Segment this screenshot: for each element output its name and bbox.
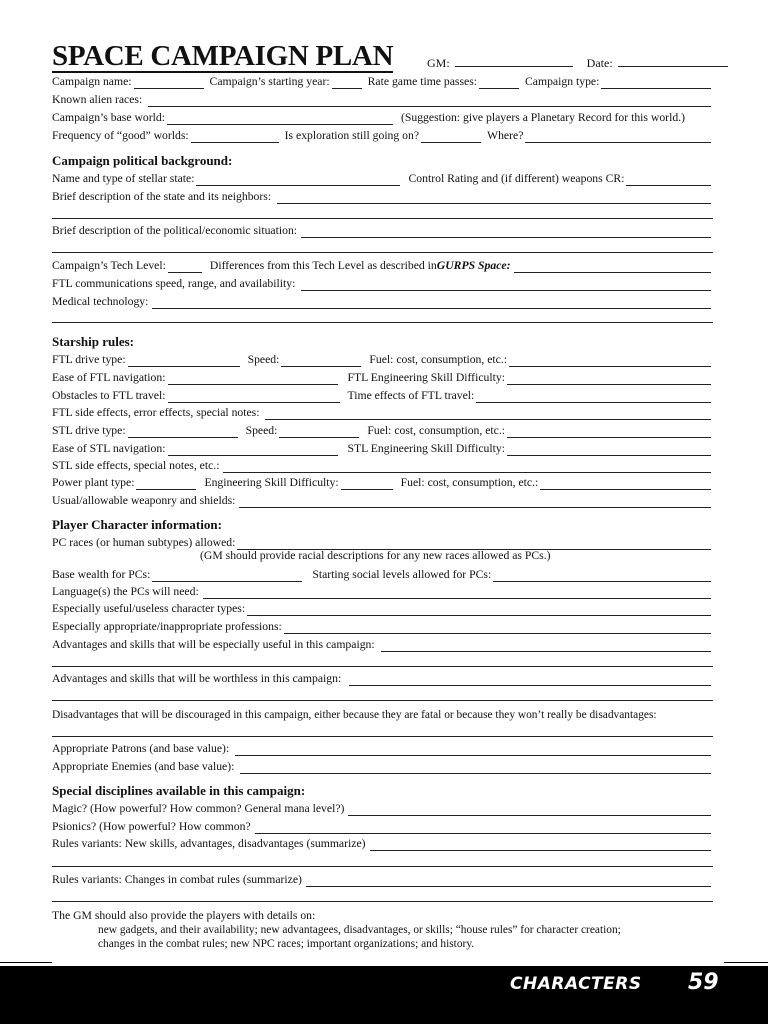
rules-skills-label: Rules variants: New skills, advantages, disadvantages (summarize) xyxy=(52,837,366,850)
good-worlds-field[interactable] xyxy=(191,131,279,143)
ftl-speed-label: Speed: xyxy=(247,353,280,366)
econ-desc-field[interactable] xyxy=(301,226,711,238)
magic-label: Magic? (How powerful? How common? General mana level?) xyxy=(52,802,345,815)
adv-worthless-field[interactable] xyxy=(349,674,711,686)
stl-speed-field[interactable] xyxy=(279,426,359,438)
medical-line xyxy=(52,295,713,309)
title-row xyxy=(52,42,712,72)
stl-drive-line xyxy=(52,424,713,438)
footer-rule-right xyxy=(724,962,768,963)
pc-races-label: PC races (or human subtypes) allowed: xyxy=(52,536,236,549)
adv-useful-label: Advantages and skills that will be especially useful in this campaign: xyxy=(52,638,375,651)
tech-level-field[interactable] xyxy=(168,261,202,273)
stl-eng-label: STL Engineering Skill Difficulty: xyxy=(347,442,505,455)
campaign-type-label: Campaign type: xyxy=(525,75,600,88)
patrons-label: Appropriate Patrons (and base value): xyxy=(52,742,230,755)
social-label: Starting social levels allowed for PCs: xyxy=(312,568,492,581)
page-title: SPACE CAMPAIGN PLAN xyxy=(52,40,394,72)
professions-field[interactable] xyxy=(284,622,711,634)
weaponry-field[interactable] xyxy=(239,496,711,508)
campaign-type-field[interactable] xyxy=(601,77,711,89)
starting-year-field[interactable] xyxy=(332,77,362,89)
rules-skills-line xyxy=(52,837,713,851)
professions-line xyxy=(52,620,713,634)
closing-note-line-1: The GM should also provide the players with details on: xyxy=(52,909,316,922)
adv-worthless-line xyxy=(52,672,713,686)
pc-races-line xyxy=(52,536,713,550)
ftl-nav-field[interactable] xyxy=(168,373,338,385)
campaign-name-label: Campaign name: xyxy=(52,75,132,88)
campaign-basics-line xyxy=(52,75,713,89)
econ-desc-label: Brief description of the political/economic situation: xyxy=(52,224,298,237)
alien-races-label: Known alien races: xyxy=(52,93,143,106)
state-desc-field[interactable] xyxy=(277,192,711,204)
stellar-state-line xyxy=(52,172,713,186)
power-fuel-label: Fuel: cost, consumption, etc.: xyxy=(400,476,539,489)
date-field[interactable] xyxy=(618,55,728,67)
control-rating-label: Control Rating and (if different) weapons CR: xyxy=(408,172,625,185)
disciplines-heading: Special disciplines available in this campaign: xyxy=(52,783,306,798)
adv-worthless-label: Advantages and skills that will be worthless in this campaign: xyxy=(52,672,342,685)
char-types-field[interactable] xyxy=(247,604,711,616)
char-types-label: Especially useful/useless character types: xyxy=(52,602,246,615)
ftl-fuel-label: Fuel: cost, consumption, etc.: xyxy=(369,353,508,366)
ftl-drive-field[interactable] xyxy=(128,355,240,367)
stl-side-field[interactable] xyxy=(223,461,711,473)
closing-note-line-2: new gadgets, and their availability; new advantagees, disadvantages, or skills; “house rules” for character creation; xyxy=(98,924,621,936)
adv-useful-line xyxy=(52,638,713,652)
wealth-label: Base wealth for PCs: xyxy=(52,568,151,581)
ftl-obst-label: Obstacles to FTL travel: xyxy=(52,389,166,402)
stl-nav-line xyxy=(52,442,713,456)
enemies-line xyxy=(52,760,713,774)
econ-desc-extra-line[interactable] xyxy=(52,252,713,253)
stl-fuel-field[interactable] xyxy=(507,426,711,438)
exploration-field[interactable] xyxy=(421,131,481,143)
footer-rule-left xyxy=(0,962,52,963)
page-number: 59 xyxy=(688,970,719,995)
language-label: Language(s) the PCs will need: xyxy=(52,585,199,598)
stl-drive-field[interactable] xyxy=(128,426,238,438)
stl-drive-label: STL drive type: xyxy=(52,424,126,437)
professions-label: Especially appropriate/inappropriate professions: xyxy=(52,620,282,633)
social-field[interactable] xyxy=(493,570,711,582)
campaign-name-field[interactable] xyxy=(134,77,204,89)
where-label: Where? xyxy=(487,129,524,142)
power-fuel-field[interactable] xyxy=(540,478,711,490)
rate-time-label: Rate game time passes: xyxy=(367,75,478,88)
rules-combat-label: Rules variants: Changes in combat rules (summarize) xyxy=(52,873,302,886)
psionics-field[interactable] xyxy=(255,822,711,834)
footer-bar xyxy=(0,966,768,1024)
patrons-line xyxy=(52,742,713,756)
gm-field[interactable] xyxy=(455,55,573,67)
gm-label: GM: xyxy=(427,56,450,70)
disadvantages-line xyxy=(52,708,713,722)
disadvantages-field[interactable] xyxy=(52,736,713,737)
magic-field[interactable] xyxy=(348,804,711,816)
starting-year-label: Campaign’s starting year: xyxy=(209,75,330,88)
power-plant-line xyxy=(52,476,713,490)
enemies-label: Appropriate Enemies (and base value): xyxy=(52,760,235,773)
magic-line xyxy=(52,802,713,816)
political-heading: Campaign political background: xyxy=(52,153,233,168)
footer-section-title: CHARACTERS xyxy=(510,974,642,994)
closing-note-line-3: changes in the combat rules; new NPC races; important organizations; and history. xyxy=(98,938,475,950)
where-field[interactable] xyxy=(525,131,711,143)
medical-field[interactable] xyxy=(152,297,711,309)
rules-combat-line xyxy=(52,873,713,887)
psionics-label: Psionics? (How powerful? How common? xyxy=(52,820,251,833)
pc-races-note: (GM should provide racial descriptions for any new races allowed as PCs.) xyxy=(200,549,551,562)
stl-nav-label: Ease of STL navigation: xyxy=(52,442,166,455)
ftl-eng-field[interactable] xyxy=(507,373,711,385)
stl-nav-field[interactable] xyxy=(168,444,338,456)
ftl-eng-label: FTL Engineering Skill Difficulty: xyxy=(347,371,505,384)
tech-level-line xyxy=(52,259,713,273)
alien-races-field[interactable] xyxy=(148,95,711,107)
stl-speed-label: Speed: xyxy=(245,424,278,437)
adv-useful-extra-line[interactable] xyxy=(52,666,713,667)
ftl-comm-label: FTL communications speed, range, and availability: xyxy=(52,277,296,290)
enemies-field[interactable] xyxy=(240,762,711,774)
ftl-comm-line xyxy=(52,277,713,291)
stl-fuel-label: Fuel: cost, consumption, etc.: xyxy=(367,424,506,437)
ftl-obst-line xyxy=(52,389,713,403)
exploration-label: Is exploration still going on? xyxy=(284,129,420,142)
good-worlds-line xyxy=(52,129,713,143)
power-plant-field[interactable] xyxy=(136,478,196,490)
ftl-side-line xyxy=(52,406,713,420)
adv-useful-field[interactable] xyxy=(381,640,711,652)
alien-races-line xyxy=(52,93,713,107)
base-world-line xyxy=(52,111,713,125)
language-line xyxy=(52,585,713,599)
rules-skills-field[interactable] xyxy=(370,839,711,851)
ftl-obst-field[interactable] xyxy=(168,391,340,403)
starship-heading: Starship rules: xyxy=(52,334,134,349)
patrons-field[interactable] xyxy=(235,744,711,756)
ftl-speed-field[interactable] xyxy=(281,355,361,367)
ftl-drive-line xyxy=(52,353,713,367)
good-worlds-label: Frequency of “good” worlds: xyxy=(52,129,189,142)
base-world-note: (Suggestion: give players a Planetary Record for this world.) xyxy=(400,111,685,124)
wealth-line xyxy=(52,568,713,582)
stellar-state-field[interactable] xyxy=(196,174,400,186)
disadvantages-label: Disadvantages that will be discouraged in this campaign, either because they are fatal or because they won’t really be disadvantages: xyxy=(52,709,657,721)
rules-skills-extra-line[interactable] xyxy=(52,866,713,867)
ftl-side-field[interactable] xyxy=(265,408,711,420)
stl-side-label: STL side effects, special notes, etc.: xyxy=(52,459,220,472)
eng-skill-field[interactable] xyxy=(341,478,393,490)
stl-eng-field[interactable] xyxy=(507,444,711,456)
pc-heading: Player Character information: xyxy=(52,517,222,532)
rules-combat-field[interactable] xyxy=(306,875,711,887)
state-desc-extra-line[interactable] xyxy=(52,218,713,219)
base-world-field[interactable] xyxy=(167,113,393,125)
language-field[interactable] xyxy=(203,587,711,599)
ftl-side-label: FTL side effects, error effects, special notes: xyxy=(52,406,260,419)
date-label: Date: xyxy=(586,56,613,70)
base-world-label: Campaign’s base world: xyxy=(52,111,165,124)
psionics-line xyxy=(52,820,713,834)
adv-worthless-extra-line[interactable] xyxy=(52,700,713,701)
gm-date-line xyxy=(427,55,730,71)
gurps-space-ref: GURPS Space: xyxy=(436,259,511,272)
time-effects-field[interactable] xyxy=(476,391,711,403)
tech-level-label: Campaign’s Tech Level: xyxy=(52,259,166,272)
ftl-drive-label: FTL drive type: xyxy=(52,353,126,366)
time-effects-label: Time effects of FTL travel: xyxy=(347,389,475,402)
rules-combat-extra-line[interactable] xyxy=(52,901,713,902)
stl-side-line xyxy=(52,459,713,473)
control-rating-field[interactable] xyxy=(626,174,711,186)
eng-skill-label: Engineering Skill Difficulty: xyxy=(204,476,339,489)
rate-time-field[interactable] xyxy=(479,77,519,89)
char-types-line xyxy=(52,602,713,616)
medical-extra-line[interactable] xyxy=(52,322,713,323)
ftl-comm-field[interactable] xyxy=(301,279,711,291)
wealth-field[interactable] xyxy=(152,570,302,582)
stellar-state-label: Name and type of stellar state: xyxy=(52,172,195,185)
ftl-nav-label: Ease of FTL navigation: xyxy=(52,371,166,384)
ftl-fuel-field[interactable] xyxy=(509,355,711,367)
weaponry-label: Usual/allowable weaponry and shields: xyxy=(52,494,236,507)
power-plant-label: Power plant type: xyxy=(52,476,135,489)
tech-diff-field[interactable] xyxy=(514,261,711,273)
state-desc-line xyxy=(52,190,713,204)
econ-desc-line xyxy=(52,224,713,238)
weaponry-line xyxy=(52,494,713,508)
tech-diff-label: Differences from this Tech Level as described in xyxy=(209,259,437,272)
ftl-nav-line xyxy=(52,371,713,385)
medical-label: Medical technology: xyxy=(52,295,149,308)
state-desc-label: Brief description of the state and its neighbors: xyxy=(52,190,272,203)
